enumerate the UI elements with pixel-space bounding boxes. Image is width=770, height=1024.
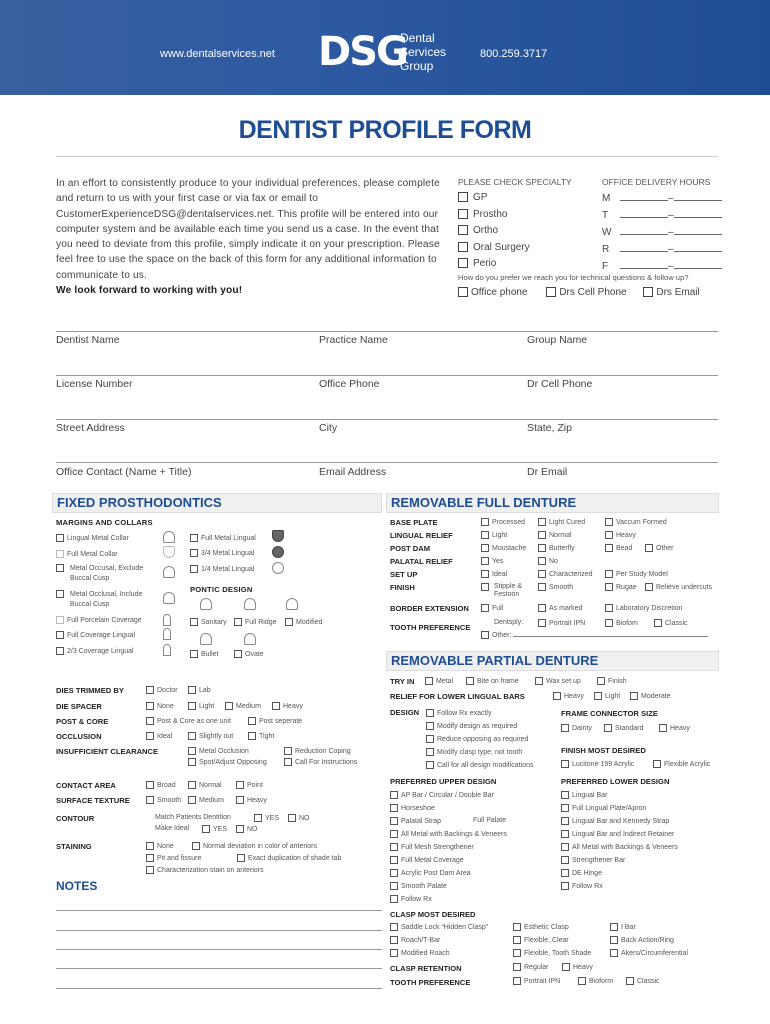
relief-heavy[interactable]: Heavy xyxy=(553,692,584,700)
base-vaccum[interactable]: Vaccum Formed xyxy=(605,518,667,526)
lingual-normal[interactable]: Normal xyxy=(538,531,572,539)
partial-tooth-pref-label: TOOTH PREFERENCE xyxy=(390,978,471,987)
email-address-field[interactable]: Email Address xyxy=(319,466,387,478)
design-call[interactable]: Call for all design modifications xyxy=(426,761,534,769)
relief-lingual-label: RELIEF FOR LOWER LINGUAL BARS xyxy=(390,692,525,701)
tooth-pref-label: TOOTH PREFERENCE xyxy=(390,623,471,632)
opt-full-coverage-lingual[interactable]: Full Coverage Lingual xyxy=(56,631,135,639)
upper-mesh[interactable]: Full Mesh Strengthener xyxy=(390,843,474,851)
clearance-metal-occlusion[interactable]: Metal Occlusion xyxy=(188,747,249,755)
tooth-icon xyxy=(272,546,284,558)
tooth-biofom[interactable]: Biofom xyxy=(605,619,638,627)
border-full[interactable]: Full xyxy=(481,604,503,612)
palatal-no[interactable]: No xyxy=(538,557,558,565)
specialty-gp[interactable]: GP xyxy=(458,190,530,207)
post-dam-label: POST DAM xyxy=(390,544,431,553)
delivery-row-f[interactable]: F – xyxy=(602,258,722,275)
delivery-row-t[interactable]: T – xyxy=(602,207,722,224)
texture-smooth[interactable]: Smooth xyxy=(146,796,181,804)
dentist-name-field[interactable]: Dentist Name xyxy=(56,334,120,346)
clasp-saddle-lock[interactable]: Saddle Lock “Hidden Clasp” xyxy=(390,923,488,931)
upper-full-palate[interactable]: Full Palate xyxy=(473,817,507,824)
lower-lingual-bar[interactable]: Lingual Bar xyxy=(561,791,607,799)
dies-doctor[interactable]: Doctor xyxy=(146,686,178,694)
clasp-roach[interactable]: Roach/T-Bar xyxy=(390,936,440,944)
tooth-icon xyxy=(272,562,284,574)
set-up-label: SET UP xyxy=(390,570,418,579)
design-reduce[interactable]: Reduce opposing as required xyxy=(426,735,528,743)
upper-all-metal[interactable]: All Metal with Backings & Veneers xyxy=(390,830,507,838)
opt-metal-occusal-exclude[interactable]: Metal Occusal, Exclude Buccal Cusp xyxy=(56,564,156,584)
design-follow-rx[interactable]: Follow Rx exactly xyxy=(426,709,491,717)
logo-words: Dental Services Group xyxy=(400,31,447,73)
setup-characterized[interactable]: Characterized xyxy=(538,570,593,578)
clasp-i-bar[interactable]: I Bar xyxy=(610,923,636,931)
tooth-profile-icon xyxy=(163,628,171,640)
tooth-icon xyxy=(272,530,284,542)
lingual-heavy[interactable]: Heavy xyxy=(605,531,636,539)
clasp-flexible-shade[interactable]: Flexible, Tooth Shade xyxy=(513,949,591,957)
contact-normal[interactable]: Normal xyxy=(188,781,222,789)
finish-relieve[interactable]: Relieve undercuts xyxy=(645,583,712,591)
clearance-spot-adjust[interactable]: Spot/Adjust Opposing xyxy=(188,758,267,766)
pontic-icon xyxy=(200,633,212,645)
tooth-profile-icon xyxy=(163,644,171,656)
specialty-ortho[interactable]: Ortho xyxy=(458,223,530,240)
specialty-list xyxy=(458,190,530,273)
license-number-field[interactable]: License Number xyxy=(56,378,133,390)
palatal-yes[interactable]: Yes xyxy=(481,557,503,565)
lower-indirect[interactable]: Lingual Bar and Indirect Retainer xyxy=(561,830,674,838)
pontic-icon xyxy=(244,633,256,645)
finish-desired-label: FINISH MOST DESIRED xyxy=(561,746,646,755)
upper-ap-bar[interactable]: AP Bar / Circular / Double Bar xyxy=(390,791,494,799)
frame-heavy[interactable]: Heavy xyxy=(659,724,690,732)
pontic-design-label: PONTIC DESIGN xyxy=(190,585,253,594)
contour-ideal-no[interactable]: NO xyxy=(236,825,258,833)
header-banner xyxy=(0,0,770,95)
contact-email[interactable]: Drs Email xyxy=(643,287,699,298)
contour-match-text: Match Patients Dentition xyxy=(155,814,231,821)
specialty-perio[interactable]: Perio xyxy=(458,256,530,273)
dr-cell-phone-field[interactable]: Dr Cell Phone xyxy=(527,378,593,390)
contact-options xyxy=(458,287,700,298)
margins-label: MARGINS AND COLLARS xyxy=(56,518,153,527)
opt-lingual-metal-collar[interactable]: Lingual Metal Collar xyxy=(56,534,129,542)
frame-standard[interactable]: Standard xyxy=(604,724,643,732)
staining-label: STAINING xyxy=(56,842,92,851)
relief-moderate[interactable]: Moderate xyxy=(630,692,671,700)
insufficient-clearance-label: INSUFFICIENT CLEARANCE xyxy=(56,747,159,756)
occlusion-label: OCCLUSION xyxy=(56,732,102,741)
dies-lab[interactable]: Lab xyxy=(188,686,211,694)
office-contact-field[interactable]: Office Contact (Name + Title) xyxy=(56,466,192,478)
design-modify-clasp[interactable]: Modify clasp type, not tooth xyxy=(426,748,522,756)
finish-smooth[interactable]: Smooth xyxy=(538,583,573,591)
tooth-icon xyxy=(163,531,175,543)
delivery-row-r[interactable]: R – xyxy=(602,241,722,258)
contour-ideal-text: Make Ideal xyxy=(155,825,190,832)
frame-size-label: FRAME CONNECTOR SIZE xyxy=(561,709,658,718)
pontic-full-ridge[interactable]: Full Ridge xyxy=(234,618,277,626)
notes-line[interactable] xyxy=(56,910,382,911)
partial-tooth-classic[interactable]: Classic xyxy=(626,977,660,985)
pontic-modified[interactable]: Modified xyxy=(285,618,322,626)
specialty-heading: PLEASE CHECK SPECIALTY xyxy=(458,177,572,187)
post-core-label: POST & CORE xyxy=(56,717,109,726)
clasp-akers[interactable]: Akers/Circumferential xyxy=(610,949,688,957)
contour-match-yes[interactable]: YES xyxy=(254,814,279,822)
page-title: DENTIST PROFILE FORM xyxy=(238,116,532,144)
tooth-profile-icon xyxy=(163,614,171,626)
pontic-ovate[interactable]: Ovate xyxy=(234,650,264,658)
partial-tooth-bioform[interactable]: Bioform xyxy=(578,977,613,985)
try-wax[interactable]: Wax set up xyxy=(535,677,581,685)
contour-ideal-yes[interactable]: YES xyxy=(202,825,227,833)
occlusion-ideal[interactable]: Ideal xyxy=(146,732,172,740)
dam-butterfly[interactable]: Butterfly xyxy=(538,544,575,552)
group-name-field[interactable]: Group Name xyxy=(527,334,588,346)
upper-horseshoe[interactable]: Horseshoe xyxy=(390,804,435,812)
website-text: www.dentalservices.net xyxy=(160,48,275,60)
retention-heavy[interactable]: Heavy xyxy=(562,963,593,971)
clasp-desired-label: CLASP MOST DESIRED xyxy=(390,910,476,919)
setup-study-model[interactable]: Per Study Model xyxy=(605,570,668,578)
dam-other[interactable]: Other xyxy=(645,544,674,552)
delivery-heading: OFFICE DELIVERY HOURS xyxy=(602,177,711,187)
stain-normal-deviation[interactable]: Normal deviation in color of anteriors xyxy=(192,842,317,850)
opt-full-metal-lingual[interactable]: Full Metal Lingual xyxy=(190,534,256,542)
try-bite[interactable]: Bite on frame xyxy=(466,677,519,685)
upper-palatal-strap[interactable]: Palatal Strap xyxy=(390,817,441,825)
office-phone-field[interactable]: Office Phone xyxy=(319,378,380,390)
palatal-relief-label: PALATAL RELIEF xyxy=(390,557,453,566)
removable-partial-header: REMOVABLE PARTIAL DENTURE xyxy=(386,651,719,671)
opt-metal-occlusal-include[interactable]: Metal Occlusal, Include Buccal Cusp xyxy=(56,590,156,610)
dsg-logo: DSG xyxy=(318,29,407,75)
upper-follow-rx[interactable]: Follow Rx xyxy=(390,895,432,903)
contact-broad[interactable]: Broad xyxy=(146,781,176,789)
die-spacer-label: DIE SPACER xyxy=(56,702,102,711)
partial-tooth-portrait[interactable]: Portrait IPN xyxy=(513,977,560,985)
border-lab-discretion[interactable]: Laboratory Discretion xyxy=(605,604,683,612)
try-finish[interactable]: Finish xyxy=(597,677,627,685)
fixed-prosthodontics-header: FIXED PROSTHODONTICS xyxy=(52,493,382,513)
clasp-modified-roach[interactable]: Modified Roach xyxy=(390,949,450,957)
border-as-marked[interactable]: As marked xyxy=(538,604,582,612)
delivery-row-w[interactable]: W – xyxy=(602,224,722,241)
tooth-icon xyxy=(163,566,175,578)
contact-point[interactable]: Point xyxy=(236,781,263,789)
design-modify[interactable]: Modify design as required xyxy=(426,722,517,730)
surface-texture-label: SURFACE TEXTURE xyxy=(56,796,130,805)
contour-label: CONTOUR xyxy=(56,814,95,823)
lower-de-hinge[interactable]: DE Hinge xyxy=(561,869,602,877)
opt-two-thirds-lingual[interactable]: 2/3 Coverage Lingual xyxy=(56,647,134,655)
pontic-icon xyxy=(244,598,256,610)
contact-office-phone[interactable]: Office phone xyxy=(458,287,528,298)
lingual-light[interactable]: Light xyxy=(481,531,507,539)
dentsply-label: Dentsply: xyxy=(494,619,524,626)
finish-rugae[interactable]: Rugae xyxy=(605,583,637,591)
specialty-prostho[interactable]: Prostho xyxy=(458,207,530,224)
tooth-other[interactable]: Other: xyxy=(481,631,708,639)
try-in-label: TRY IN xyxy=(390,677,415,686)
stain-none[interactable]: None xyxy=(146,842,174,850)
tooth-portrait[interactable]: Portrait IPN xyxy=(538,619,585,627)
spacer-none[interactable]: None xyxy=(146,702,174,710)
stain-characterization[interactable]: Characterization stain on anteriors xyxy=(146,866,264,874)
lower-strengthener[interactable]: Strengthener Bar xyxy=(561,856,625,864)
phone-text: 800.259.3717 xyxy=(480,48,548,60)
opt-full-metal-collar[interactable]: Full Metal Collar xyxy=(56,550,118,558)
pontic-icon xyxy=(200,598,212,610)
relief-light[interactable]: Light xyxy=(594,692,620,700)
notes-line[interactable] xyxy=(56,949,382,950)
upper-metal-coverage[interactable]: Full Metal Coverage xyxy=(390,856,464,864)
clasp-esthetic[interactable]: Esthetic Clasp xyxy=(513,923,569,931)
delivery-hours xyxy=(602,190,722,275)
texture-heavy[interactable]: Heavy xyxy=(236,796,267,804)
lower-kennedy[interactable]: Lingual Bar and Kennedy Strap xyxy=(561,817,669,825)
clasp-flexible-clear[interactable]: Flexible, Clear xyxy=(513,936,569,944)
base-light-cured[interactable]: Light Cured xyxy=(538,518,585,526)
lingual-relief-label: LINGUAL RELIEF xyxy=(390,531,453,540)
frame-dainty[interactable]: Dainty xyxy=(561,724,592,732)
lower-all-metal[interactable]: All Metal with Backings & Veneers xyxy=(561,843,678,851)
specialty-oral-surgery[interactable]: Oral Surgery xyxy=(458,240,530,257)
texture-medium[interactable]: Medium xyxy=(188,796,224,804)
base-processed[interactable]: Processed xyxy=(481,518,525,526)
upper-post-dam[interactable]: Acrylic Post Dam Area xyxy=(390,869,471,877)
contact-area-label: CONTACT AREA xyxy=(56,781,116,790)
lower-plate[interactable]: Full Lingual Plate/Apron xyxy=(561,804,646,812)
spacer-heavy[interactable]: Heavy xyxy=(272,702,303,710)
retention-regular[interactable]: Regular xyxy=(513,963,549,971)
notes-line[interactable] xyxy=(56,968,382,969)
street-address-field[interactable]: Street Address xyxy=(56,422,125,434)
tooth-icon xyxy=(163,592,175,604)
clasp-back-action[interactable]: Back Action/Ring xyxy=(610,936,674,944)
notes-line[interactable] xyxy=(56,988,382,989)
opt-three-quarter-lingual[interactable]: 3/4 Metal Lingual xyxy=(190,549,254,557)
clearance-call[interactable]: Call For Instructions xyxy=(284,758,357,766)
post-core-one-unit[interactable]: Post & Core as one unit xyxy=(146,717,231,725)
tooth-icon xyxy=(163,546,175,558)
practice-name-field[interactable]: Practice Name xyxy=(319,334,388,346)
state-zip-field[interactable]: State, Zip xyxy=(527,422,572,434)
design-label: DESIGN xyxy=(390,708,420,717)
finish-label: FINISH xyxy=(390,583,415,592)
removable-full-header: REMOVABLE FULL DENTURE xyxy=(386,493,719,513)
stain-exact-duplication[interactable]: Exact duplication of shade tab xyxy=(237,854,341,862)
post-seperate[interactable]: Post seperate xyxy=(248,717,302,725)
notes-heading: NOTES xyxy=(56,879,98,893)
tooth-classic[interactable]: Classic xyxy=(654,619,688,627)
finish-flexible[interactable]: Flexible Acrylic xyxy=(653,760,710,768)
contact-cell-phone[interactable]: Drs Cell Phone xyxy=(546,287,626,298)
upper-smooth[interactable]: Smooth Palate xyxy=(390,882,447,890)
dam-bead[interactable]: Bead xyxy=(605,544,632,552)
lower-design-label: PREFERRED LOWER DESIGN xyxy=(561,777,670,786)
delivery-row-m[interactable]: M – xyxy=(602,190,722,207)
try-metal[interactable]: Metal xyxy=(425,677,453,685)
pontic-sanitary[interactable]: Sanitary xyxy=(190,618,227,626)
opt-quarter-lingual[interactable]: 1/4 Metal Lingual xyxy=(190,565,254,573)
title-divider xyxy=(56,156,718,157)
spacer-light[interactable]: Light xyxy=(188,702,214,710)
finish-stipple[interactable]: Stipple & Festoon xyxy=(481,583,536,599)
base-plate-label: BASE PLATE xyxy=(390,518,438,527)
dr-email-field[interactable]: Dr Email xyxy=(527,466,568,478)
intro-paragraph: In an effort to consistently produce to your individual preferences, please complete and return to us with your first case or via fax or email to CustomerExperienceDSG@dentalservices.net. This profile will be entered into our computer system and be available each time you send us a case. In the event that you need to deviate from this profile, simply indicate it on your prescription. Please feel free to use the space on the back of this form for any additional information to communicate to us. We look forward to working with you! xyxy=(56,178,440,297)
dies-trimmed-label: DIES TRIMMED BY xyxy=(56,686,124,695)
finish-lucitone[interactable]: Lucitone 199 Acrylic xyxy=(561,760,634,768)
spacer-medium[interactable]: Medium xyxy=(225,702,261,710)
border-extension-label: BORDER EXTENSION xyxy=(390,604,469,613)
city-field[interactable]: City xyxy=(319,422,338,434)
notes-line[interactable] xyxy=(56,930,382,931)
pontic-icon xyxy=(286,598,298,610)
lower-follow-rx[interactable]: Follow Rx xyxy=(561,882,603,890)
setup-ideal[interactable]: Ideal xyxy=(481,570,507,578)
upper-design-label: PREFERRED UPPER DESIGN xyxy=(390,777,497,786)
occlusion-tight[interactable]: Tight xyxy=(248,732,274,740)
dam-moustache[interactable]: Moustache xyxy=(481,544,526,552)
opt-full-porcelain[interactable]: Full Porcelain Coverage xyxy=(56,616,142,624)
contact-question: How do you prefer we reach you for technical questions & follow up? xyxy=(458,273,689,282)
clearance-reduction-coping[interactable]: Reduction Coping xyxy=(284,747,351,755)
clasp-retention-label: CLASP RETENTION xyxy=(390,964,462,973)
stain-pit-fissure[interactable]: Pit and fissure xyxy=(146,854,201,862)
contour-match-no[interactable]: NO xyxy=(288,814,310,822)
pontic-bullet[interactable]: Bullet xyxy=(190,650,219,658)
occlusion-slightly-out[interactable]: Slightly out xyxy=(188,732,233,740)
